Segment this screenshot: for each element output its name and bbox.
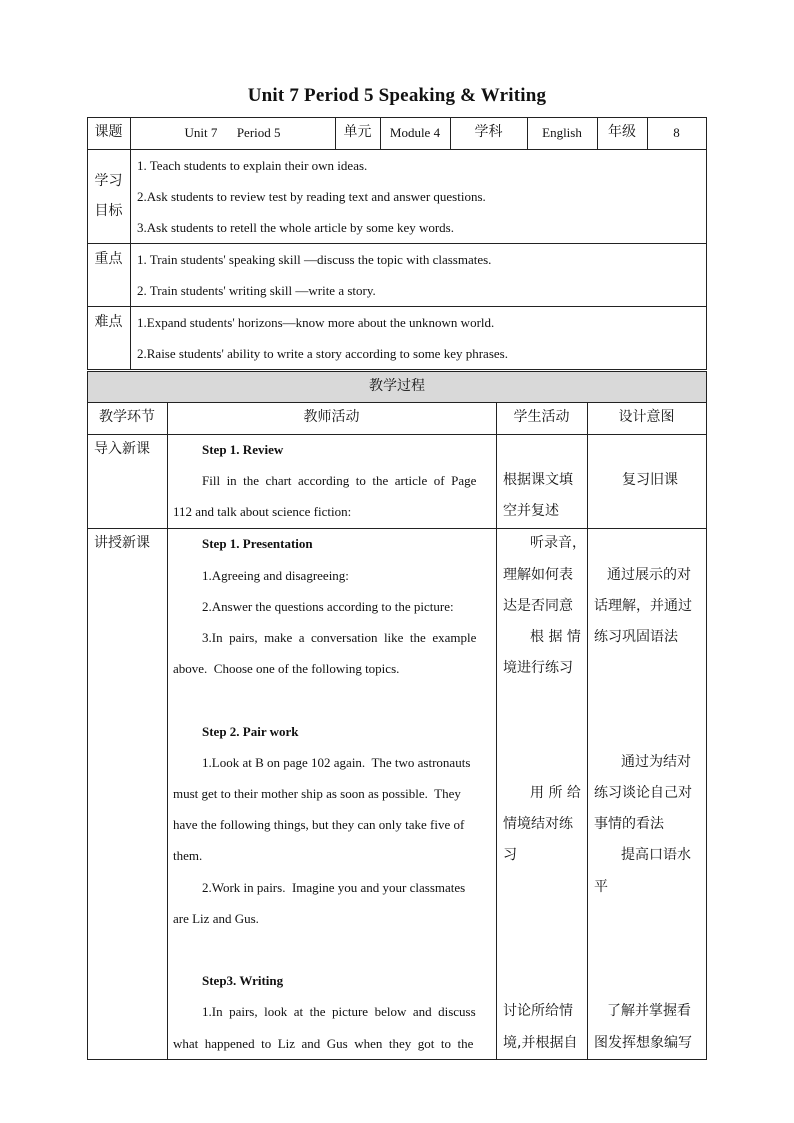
design-text: 通过为结对 (621, 754, 691, 770)
design-text: 提高口语水 (621, 847, 691, 863)
col-header-teacher: 教师活动 (303, 409, 360, 425)
teacher-text: 2.Answer the questions according to the picture: (202, 599, 454, 614)
subject-label: 学科 (474, 124, 503, 140)
teacher-text: have the following things, but they can only take five of (173, 817, 465, 832)
design-text: 通过展示的对 (607, 567, 691, 583)
rule (587, 402, 588, 1060)
student-text: 空并复述 (503, 503, 559, 519)
student-text: 讨论所给情 (503, 1003, 573, 1019)
teacher-text: 1.Look at B on page 102 again. The two astronauts (202, 755, 471, 770)
difficulty-item: 2.Raise students' ability to write a story according to some key phrases. (137, 346, 508, 361)
topic-label: 课题 (94, 124, 123, 140)
stage-label: 讲授新课 (94, 535, 150, 551)
rule (87, 1059, 707, 1060)
difficulties-label: 难点 (94, 314, 123, 330)
process-section-title: 教学过程 (369, 378, 425, 394)
design-text: 练习谈论自己对 (594, 785, 692, 801)
rule (496, 402, 497, 1060)
rule (87, 528, 707, 529)
student-text: 理解如何表 (503, 567, 573, 583)
teacher-text: 2.Work in pairs. Imagine you and your classmates (202, 880, 466, 895)
unit-value: Module 4 (389, 125, 441, 140)
objective-item: 2.Ask students to review test by reading text and answer questions. (137, 189, 486, 204)
student-text: 根 据 情 (530, 629, 581, 645)
design-text: 了解并掌握看 (607, 1003, 691, 1019)
teacher-text: 112 and talk about science fiction: (173, 504, 352, 519)
unit-label: 单元 (343, 124, 372, 140)
teacher-text: are Liz and Gus. (173, 911, 259, 926)
design-text: 练习巩固语法 (594, 629, 678, 645)
teacher-text: what happened to Liz and Gus when they got to the (173, 1036, 474, 1051)
step-title: Step 2. Pair work (202, 724, 299, 739)
col-header-student: 学生活动 (513, 409, 570, 425)
grade-label: 年级 (608, 124, 636, 140)
stage-label: 导入新课 (94, 441, 150, 457)
subject-value: English (542, 125, 582, 140)
rule (130, 117, 131, 369)
teacher-text: above. Choose one of the following topics. (173, 661, 400, 676)
rule (706, 371, 707, 1060)
rule (87, 434, 707, 435)
student-text: 境进行练习 (503, 660, 573, 676)
col-header-design: 设计意图 (618, 409, 675, 425)
student-text: 习 (503, 847, 517, 863)
grade-value: 8 (673, 125, 680, 140)
col-header-stage: 教学环节 (99, 409, 155, 425)
student-text: 听录音， (530, 535, 586, 551)
difficulty-item: 1.Expand students' horizons—know more about the unknown world. (137, 315, 495, 330)
design-text: 事情的看法 (594, 816, 664, 832)
step-title: Step 1. Presentation (202, 536, 313, 551)
student-text: 用 所 给 (530, 785, 581, 801)
step-title: Step 1. Review (202, 442, 284, 457)
objectives-label: 目标 (94, 203, 123, 219)
student-text: 情境结对练 (503, 816, 573, 832)
key-point-item: 2. Train students' writing skill —write a story. (137, 283, 376, 298)
teacher-text: 1.In pairs, look at the picture below and discuss (202, 1004, 476, 1019)
page-title: Unit 7 Period 5 Speaking & Writing (247, 85, 547, 106)
objective-item: 3.Ask students to retell the whole article by some key words. (137, 220, 454, 235)
design-text: 复习旧课 (622, 472, 678, 488)
teacher-text: them. (173, 848, 203, 863)
rule (87, 369, 707, 370)
rule (167, 402, 168, 1060)
objectives-label: 学习 (94, 173, 123, 189)
student-text: 达是否同意 (503, 598, 573, 614)
objective-item: 1. Teach students to explain their own ideas. (137, 158, 368, 173)
step-title: Step3. Writing (202, 973, 284, 988)
rule (706, 117, 707, 369)
teacher-text: 1.Agreeing and disagreeing: (202, 568, 349, 583)
student-text: 根据课文填 (503, 472, 573, 488)
design-text: 图发挥想象编写 (594, 1035, 692, 1051)
key-point-item: 1. Train students' speaking skill —discuss the topic with classmates. (137, 252, 492, 267)
design-text: 话理解，并通过 (594, 598, 692, 614)
rule (87, 371, 88, 1060)
topic-value: Unit 7 Period 5 (184, 125, 281, 140)
teacher-text: must get to their mother ship as soon as possible. They (173, 786, 461, 801)
key-points-label: 重点 (94, 251, 123, 267)
teacher-text: Fill in the chart according to the article of Page (202, 473, 477, 488)
student-text: 境,并根据自 (503, 1035, 578, 1051)
teacher-text: 3.In pairs, make a conversation like the example (202, 630, 477, 645)
design-text: 平 (594, 879, 608, 895)
